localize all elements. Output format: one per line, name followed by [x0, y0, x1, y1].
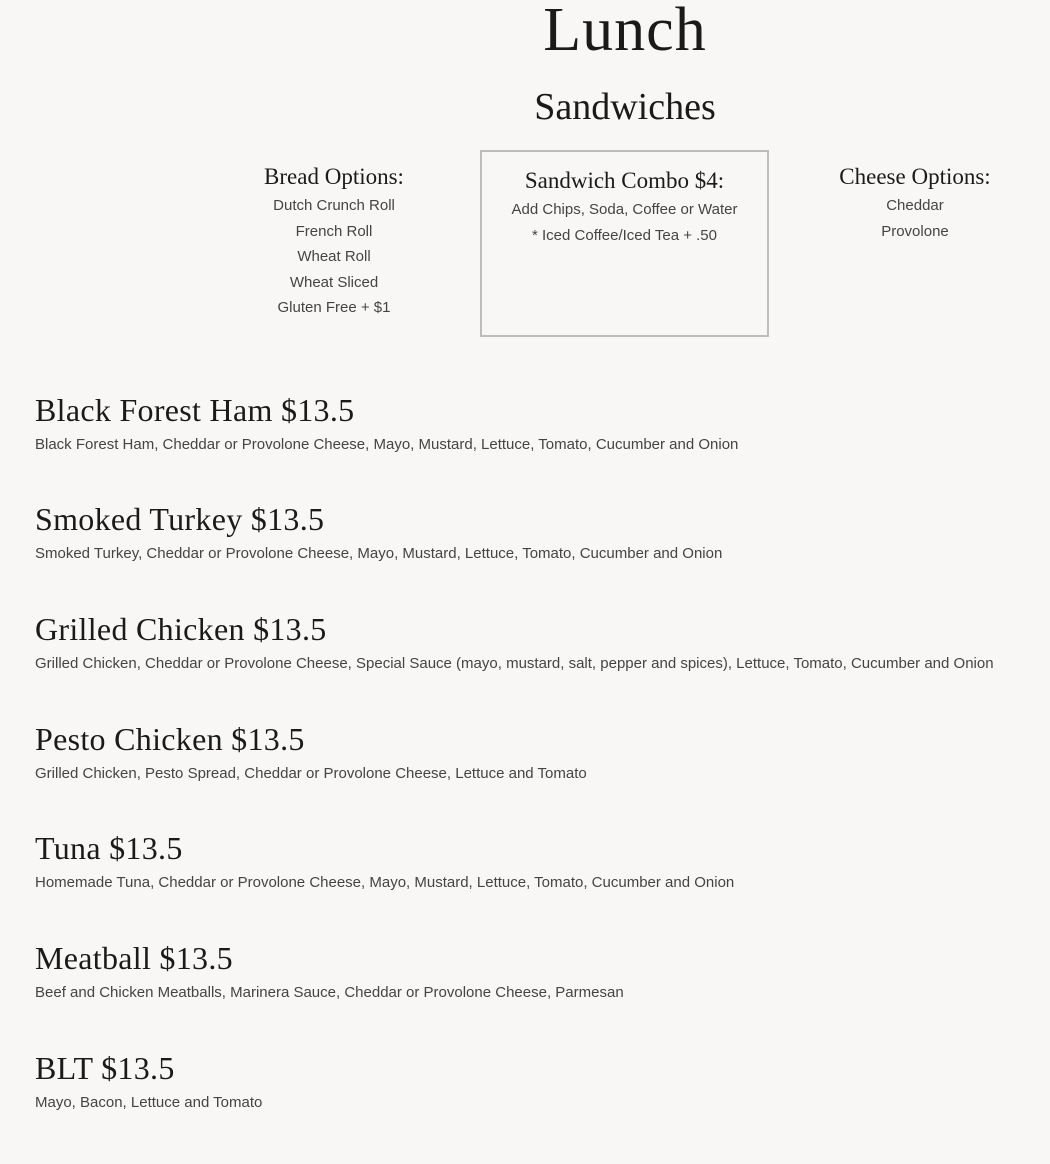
menu-item-name: Smoked Turkey $13.5	[35, 501, 325, 537]
menu-item	[35, 500, 1035, 564]
menu-item-description: Homemade Tuna, Cheddar or Provolone Cheese, Mayo, Mustard, Lettuce, Tomato, Cucumber and Onion	[35, 874, 735, 891]
menu-item-name: BLT $13.5	[35, 1050, 175, 1086]
menu-item	[35, 391, 1035, 455]
bread-option-item: Wheat Sliced	[289, 273, 379, 291]
menu-item	[35, 610, 1035, 674]
menu-item-name: Tuna $13.5	[35, 830, 183, 866]
bread-options-heading: Bread Options:	[264, 164, 404, 189]
menu-item-name: Grilled Chicken $13.5	[35, 611, 327, 647]
menu-item	[35, 829, 1035, 893]
bread-option-item: Gluten Free + $1	[277, 299, 391, 316]
menu-item-description: Grilled Chicken, Pesto Spread, Cheddar or Provolone Cheese, Lettuce and Tomato	[35, 765, 587, 782]
sandwich-combo-box	[480, 150, 769, 337]
bread-option-item: Wheat Roll	[297, 248, 371, 265]
section-title: Sandwiches	[534, 86, 716, 128]
menu-item-name: Meatball $13.5	[35, 940, 233, 976]
bread-option-item: Dutch Crunch Roll	[273, 197, 395, 214]
bread-option-item: French Roll	[295, 222, 373, 240]
menu-item-name: Black Forest Ham $13.5	[35, 392, 355, 428]
menu-item-description: Smoked Turkey, Cheddar or Provolone Cheese, Mayo, Mustard, Lettuce, Tomato, Cucumber and Onion	[35, 545, 723, 562]
combo-line: * Iced Coffee/Iced Tea + .50	[532, 226, 717, 244]
menu-item	[35, 939, 1035, 1003]
menu-item	[35, 1049, 1035, 1113]
bread-options	[234, 163, 434, 321]
cheese-option-item: Provolone	[881, 222, 949, 240]
menu-item-description: Black Forest Ham, Cheddar or Provolone Cheese, Mayo, Mustard, Lettuce, Tomato, Cucumber and Onion	[35, 436, 739, 453]
cheese-options-heading: Cheese Options:	[839, 164, 991, 189]
menu-item-description: Beef and Chicken Meatballs, Marinera Sauce, Cheddar or Provolone Cheese, Parmesan	[35, 984, 624, 1001]
menu-item-description: Mayo, Bacon, Lettuce and Tomato	[35, 1094, 263, 1111]
page-title: Lunch	[543, 0, 707, 64]
combo-line: Add Chips, Soda, Coffee or Water	[511, 201, 738, 218]
menu-item-description: Grilled Chicken, Cheddar or Provolone Cheese, Special Sauce (mayo, mustard, salt, pepper and spices), Lettuce, Tomato, Cucumber and Onion	[35, 655, 994, 672]
cheese-options	[815, 163, 1015, 244]
menu-item	[35, 720, 1035, 784]
combo-heading: Sandwich Combo $4:	[524, 168, 725, 193]
menu-item-name: Pesto Chicken $13.5	[35, 721, 305, 757]
cheese-option-item: Cheddar	[886, 197, 944, 214]
